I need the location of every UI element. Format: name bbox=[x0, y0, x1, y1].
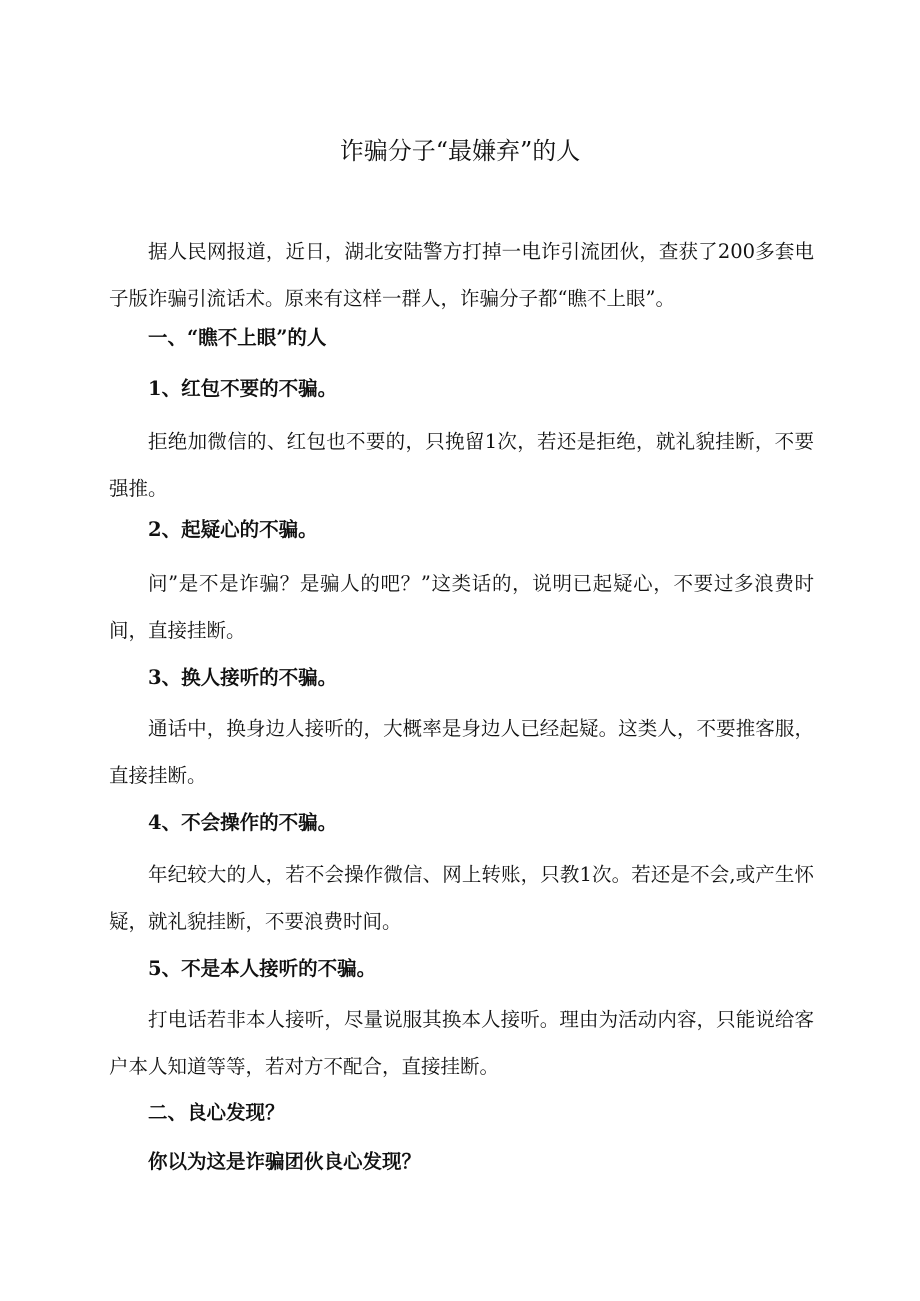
item-2-text: 问”是不是诈骗？是骗人的吧？”这类话的，说明已起疑心，不要过多浪费时间，直接挂断。 bbox=[109, 572, 814, 642]
item-1-text: 拒绝加微信的、红包也不要的，只挽留1次，若还是拒绝，就礼貌挂断，不要强推。 bbox=[109, 430, 814, 500]
document-title: 诈骗分子“最嫌弃”的人 bbox=[339, 137, 581, 165]
item-4-text: 年纪较大的人，若不会操作微信、网上转账，只教1次。若还是不会,或产生怀疑，就礼貌挂断，不要浪费时间。 bbox=[109, 863, 814, 933]
item-2-heading: 2、起疑心的不骗。 bbox=[148, 518, 318, 541]
section-2-heading: 二、良心发现？ bbox=[148, 1101, 285, 1124]
item-5-heading: 5、不是本人接听的不骗。 bbox=[148, 957, 377, 980]
item-4-heading: 4、不会操作的不骗。 bbox=[148, 811, 338, 834]
item-5-text: 打电话若非本人接听，尽量说服其换本人接听。理由为活动内容，只能说给客户本人知道等等，若对方不配合，直接挂断。 bbox=[109, 1008, 814, 1078]
section-2-question: 你以为这是诈骗团伙良心发现？ bbox=[148, 1150, 422, 1173]
section-1-heading: 一、“瞧不上眼”的人 bbox=[148, 326, 327, 349]
intro-paragraph: 据人民网报道，近日，湖北安陆警方打掉一电诈引流团伙，查获了200多套电子版诈骗引流话术。原来有这样一群人，诈骗分子都“瞧不上眼”。 bbox=[109, 240, 814, 310]
item-3-heading: 3、换人接听的不骗。 bbox=[148, 666, 338, 689]
item-3-text: 通话中，换身边人接听的，大概率是身边人已经起疑。这类人，不要推客服，直接挂断。 bbox=[109, 717, 814, 787]
item-1-heading: 1、红包不要的不骗。 bbox=[148, 377, 338, 400]
